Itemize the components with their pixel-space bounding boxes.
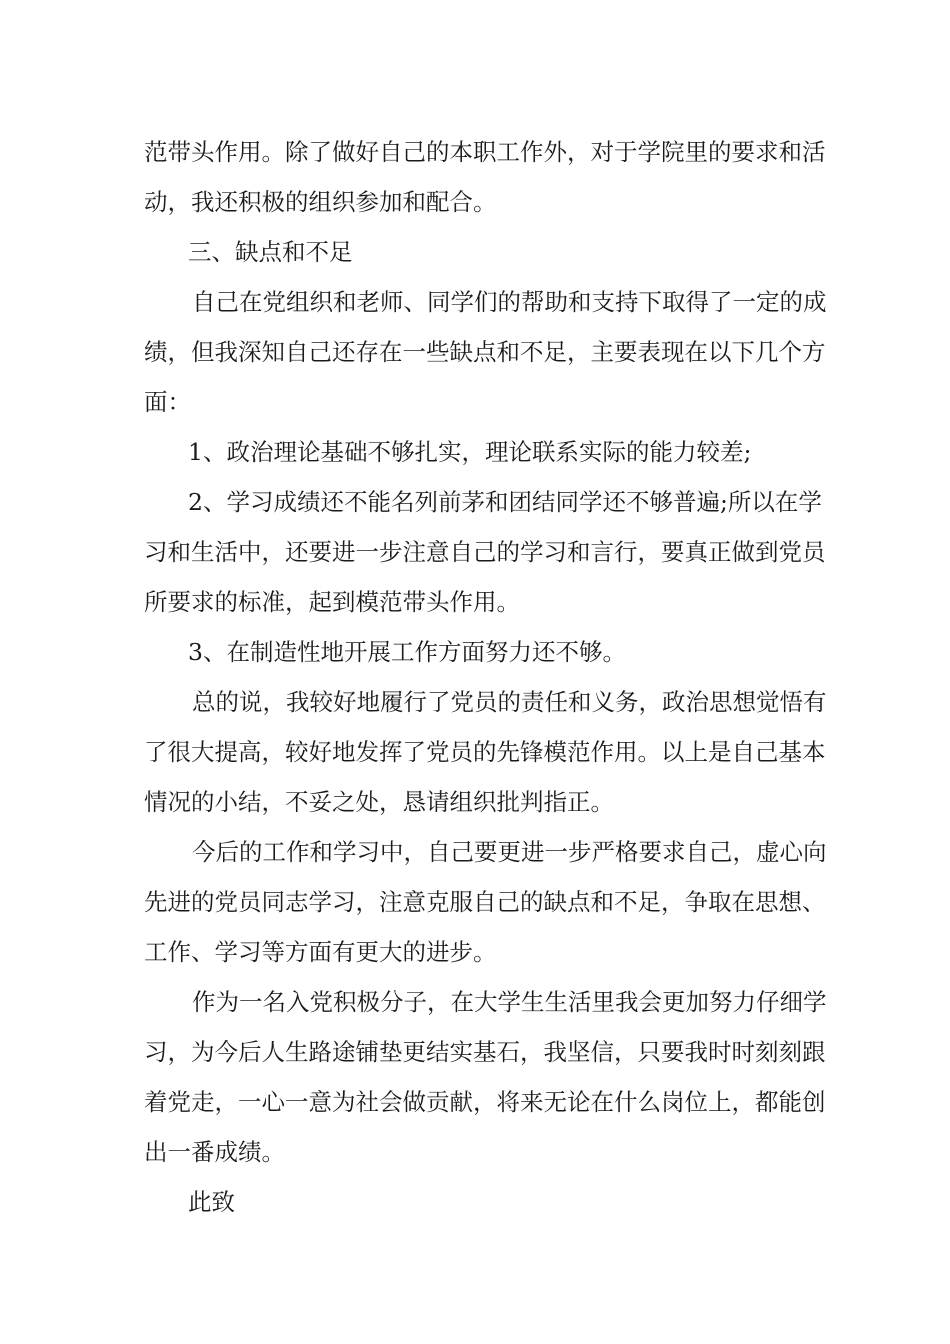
text-line-10: 所要求的标准，起到模范带头作用。 — [144, 588, 520, 616]
text-line-16: 先进的党员同志学习，注意克服自己的缺点和不足，争取在思想、 — [144, 888, 826, 916]
text-line-6: 面： — [144, 388, 191, 416]
section-heading: 三、缺点和不足 — [188, 238, 353, 266]
text-line-13: 了很大提高，较好地发挥了党员的先锋模范作用。以上是自己基本 — [144, 738, 826, 766]
text-line-4: 自己在党组织和老师、同学们的帮助和支持下取得了一定的成 — [192, 288, 827, 316]
text-line-14: 情况的小结，不妥之处，恳请组织批判指正。 — [144, 788, 614, 816]
text-line-17: 工作、学习等方面有更大的进步。 — [144, 938, 497, 966]
text-line-1: 范带头作用。除了做好自己的本职工作外，对于学院里的要求和活 — [144, 138, 826, 166]
text-line-12: 总的说，我较好地履行了党员的责任和义务，政治思想觉悟有 — [192, 688, 827, 716]
text-line-20: 着党走，一心一意为社会做贡献，将来无论在什么岗位上，都能创 — [144, 1088, 826, 1116]
text-line-9: 习和生活中，还要进一步注意自己的学习和言行，要真正做到党员 — [144, 538, 826, 566]
text-line-2: 动，我还积极的组织参加和配合。 — [144, 188, 497, 216]
list-item-3: 3、在制造性地开展工作方面努力还不够。 — [188, 638, 626, 666]
list-item-2: 2、学习成绩还不能名列前茅和团结同学还不够普遍;所以在学 — [188, 488, 822, 516]
text-line-5: 绩，但我深知自己还存在一些缺点和不足，主要表现在以下几个方 — [144, 338, 826, 366]
text-line-18: 作为一名入党积极分子，在大学生生活里我会更加努力仔细学 — [192, 988, 827, 1016]
closing-salutation: 此致 — [188, 1188, 235, 1216]
text-line-15: 今后的工作和学习中，自己要更进一步严格要求自己，虚心向 — [192, 838, 827, 866]
list-item-1: 1、政治理论基础不够扎实，理论联系实际的能力较差; — [188, 438, 752, 466]
text-line-21: 出一番成绩。 — [144, 1138, 285, 1166]
text-line-19: 习，为今后人生路途铺垫更结实基石，我坚信，只要我时时刻刻跟 — [144, 1038, 826, 1066]
